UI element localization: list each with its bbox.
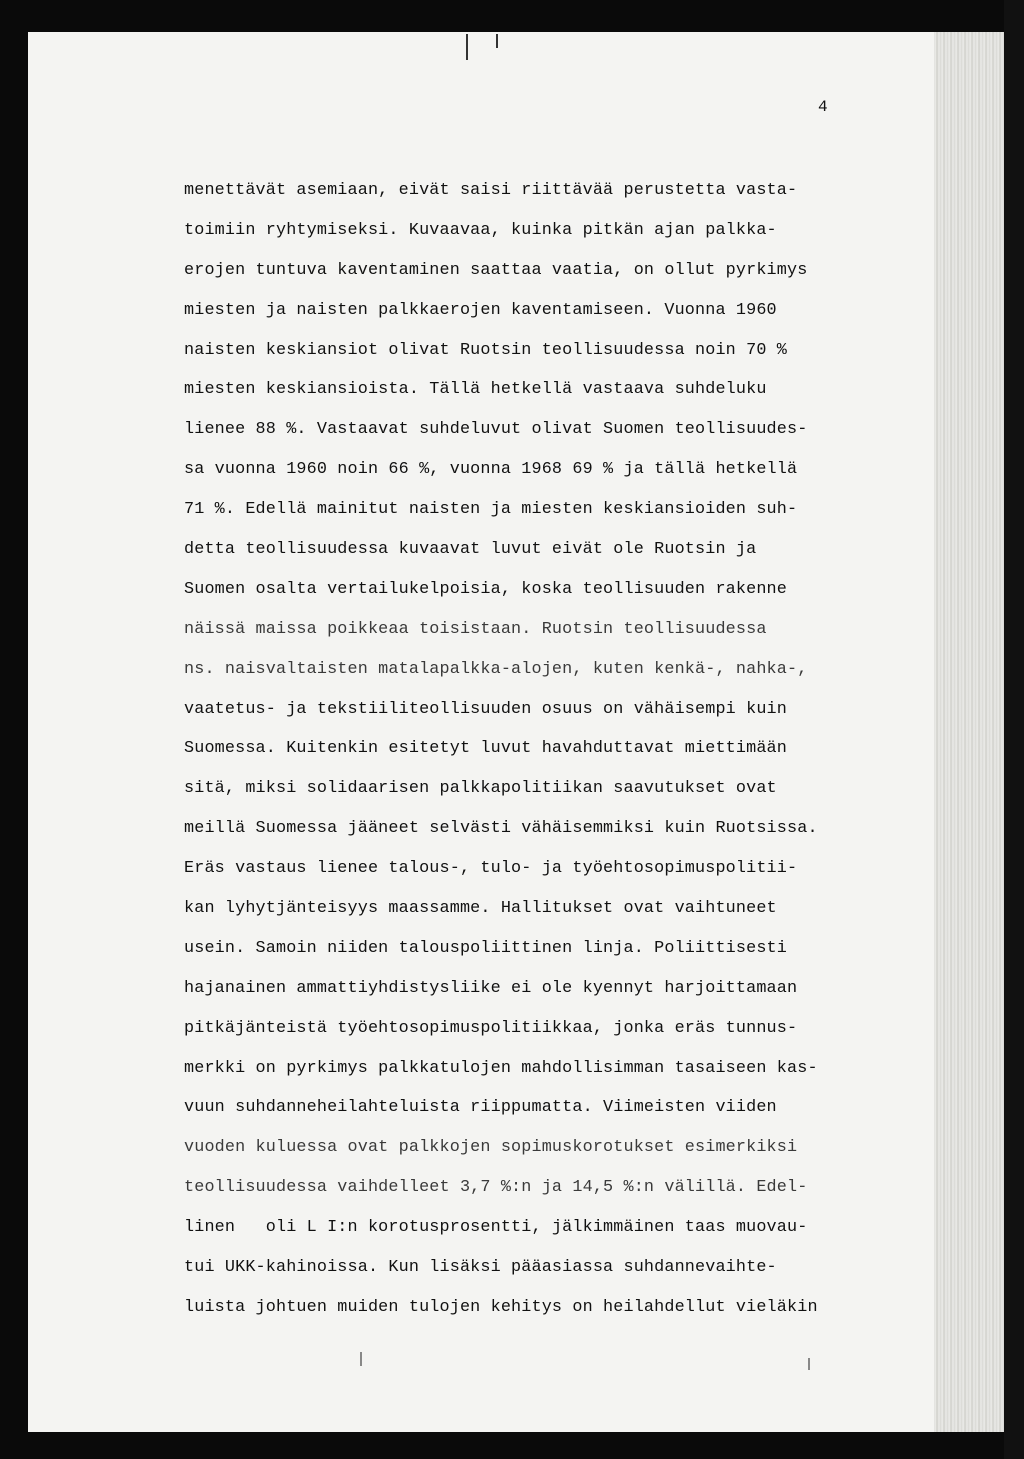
text-line: ns. naisvaltaisten matalapalkka-alojen, kuten kenkä-, nahka-, [184,659,808,679]
text-line: meillä Suomessa jääneet selvästi vähäisemmiksi kuin Ruotsissa. [184,819,818,839]
text-line: menettävät asemiaan, eivät saisi riittävää perustetta vasta- [184,181,798,200]
scan-artifact-mark [496,34,498,48]
scan-right-border [1004,0,1024,1459]
text-line: vuun suhdanneheilahteluista riippumatta. Viimeisten viiden [184,1098,777,1118]
text-line: 71 %. Edellä mainitut naisten ja miesten keskiansioiden suh- [184,500,798,520]
text-line: Suomessa. Kuitenkin esitetyt luvut havahduttavat miettimään [184,739,788,759]
text-line: usein. Samoin niiden talouspoliittinen linja. Poliittisesti [184,938,788,958]
text-line: Suomen osalta vertailukelpoisia, koska teollisuuden rakenne [184,579,788,599]
text-line: lienee 88 %. Vastaavat suhdeluvut olivat Suomen teollisuudes- [184,420,808,440]
text-line: luista johtuen muiden tulojen kehitys on heilahdellut vieläkin [184,1297,818,1317]
text-line: näissä maissa poikkeaa toisistaan. Ruotsin teollisuudessa [184,619,767,639]
text-line: toimiin ryhtymiseksi. Kuvaavaa, kuinka pitkän ajan palkka- [184,220,777,240]
page-number: 4 [818,98,828,116]
text-line: merkki on pyrkimys palkkatulojen mahdollisimman tasaiseen kas- [184,1058,818,1078]
body-text [184,171,904,1328]
text-line: linen oli L I:n korotusprosentti, jälkimmäinen taas muovau- [184,1218,808,1238]
stacked-page-edges [932,32,1004,1432]
text-line: vaatetus- ja tekstiiliteollisuuden osuus on vähäisempi kuin [184,699,788,719]
text-line: detta teollisuudessa kuvaavat luvut eivät ole Ruotsin ja [184,540,757,560]
text-line: miesten keskiansioista. Tällä hetkellä vastaava suhdeluku [184,380,767,400]
text-line: teollisuudessa vaihdelleet 3,7 %:n ja 14,5 %:n välillä. Edel- [184,1178,808,1198]
text-line: sa vuonna 1960 noin 66 %, vuonna 1968 69 % ja tällä hetkellä [184,460,798,480]
text-line: vuoden kuluessa ovat palkkojen sopimuskorotukset esimerkiksi [184,1138,798,1158]
text-line: naisten keskiansiot olivat Ruotsin teollisuudessa noin 70 % [184,340,788,360]
scan-artifact-mark [808,1358,810,1370]
text-line: pitkäjänteistä työehtosopimuspolitiikkaa, jonka eräs tunnus- [184,1018,798,1038]
scan-artifact-mark [360,1352,362,1366]
text-line: kan lyhytjänteisyys maassamme. Hallitukset ovat vaihtuneet [184,899,777,919]
text-line: sitä, miksi solidaarisen palkkapolitiikan saavutukset ovat [184,779,777,799]
scan-artifact-mark [466,34,468,60]
text-line: erojen tuntuva kaventaminen saattaa vaatia, on ollut pyrkimys [184,260,808,280]
text-line: miesten ja naisten palkkaerojen kaventamiseen. Vuonna 1960 [184,300,777,320]
text-line: Eräs vastaus lienee talous-, tulo- ja työehtosopimuspolitii- [184,859,798,879]
text-line: hajanainen ammattiyhdistysliike ei ole kyennyt harjoittamaan [184,978,798,998]
text-line: tui UKK-kahinoissa. Kun lisäksi pääasiassa suhdannevaihte- [184,1258,777,1278]
